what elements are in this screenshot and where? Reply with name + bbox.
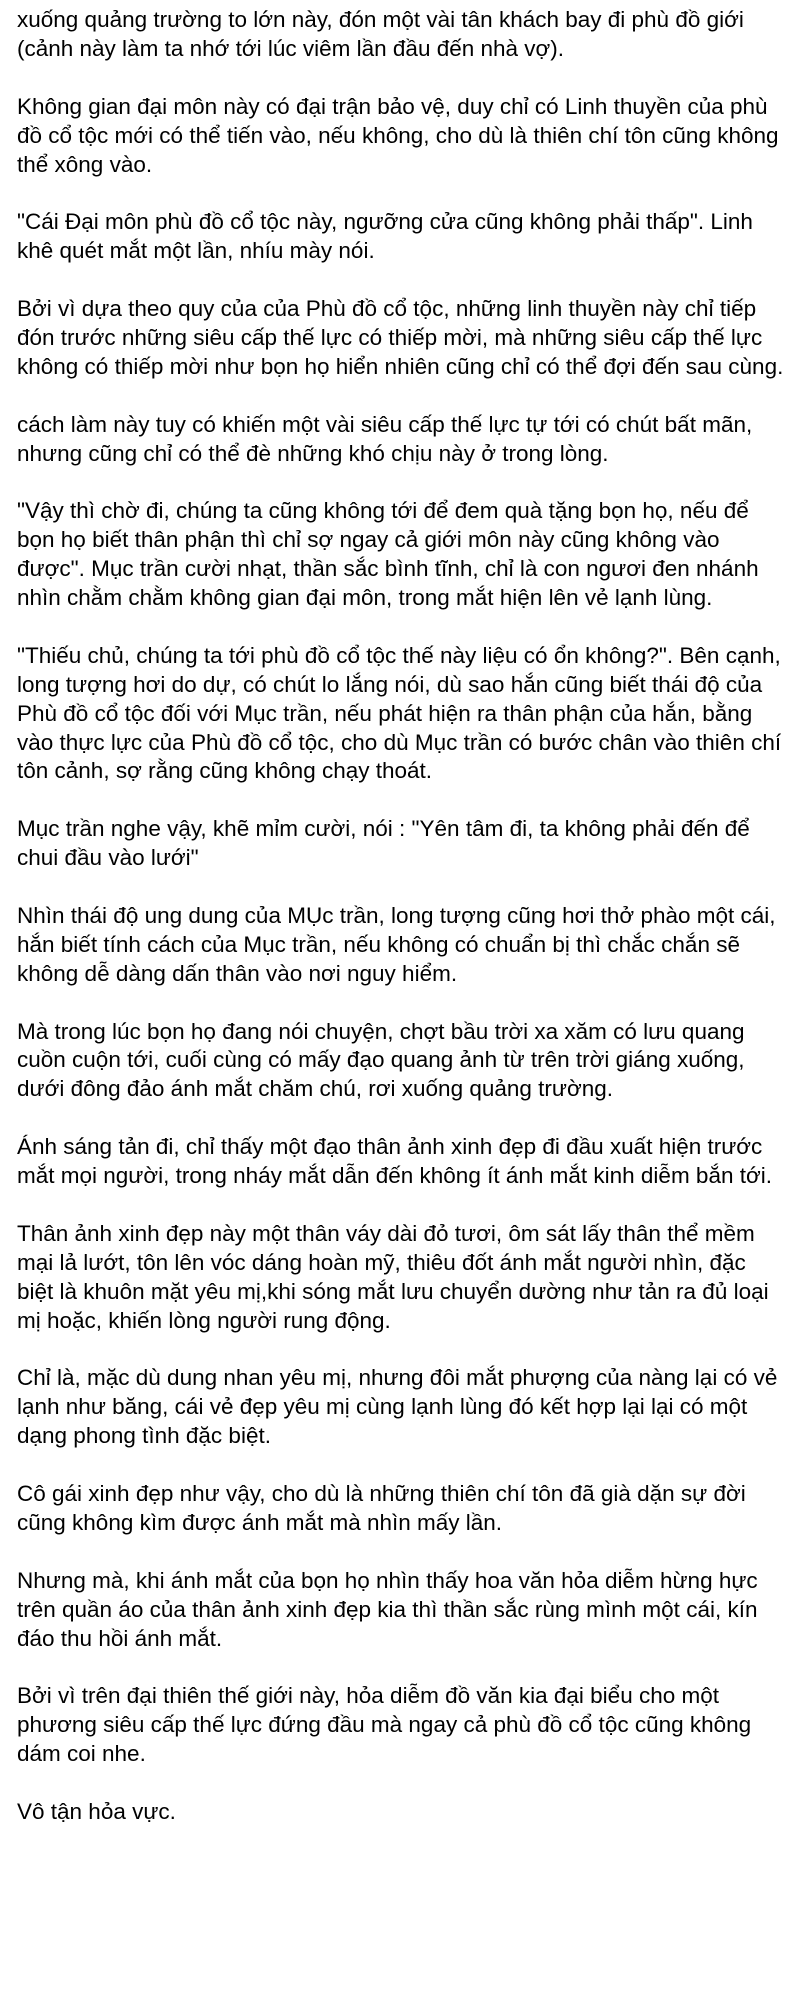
- paragraph-2: Không gian đại môn này có đại trận bảo vệ, duy chỉ có Linh thuyền của phù đồ cổ tộc mới có thể tiến vào, nếu không, cho dù là thiên chí tôn cũng không thể xông vào.: [17, 93, 779, 177]
- paragraph-9: Nhìn thái độ ung dung của MỤc trần, long tượng cũng hơi thở phào một cái, hắn biết tính cách của Mục trần, nếu không có chuẩn bị thì chắc chắn sẽ không dễ dàng dấn thân vào nơi nguy hiểm.: [17, 902, 776, 986]
- paragraph-4: Bởi vì dựa theo quy của của Phù đồ cổ tộc, những linh thuyền này chỉ tiếp đón trước những siêu cấp thế lực có thiếp mời, mà những siêu cấp thế lực không có thiếp mời như bọn họ hiển nhiên cũng chỉ có thể đợi đến sau cùng.: [17, 296, 784, 379]
- paragraph-13: Chỉ là, mặc dù dung nhan yêu mị, nhưng đôi mắt phượng của nàng lại có vẻ lạnh như băng, cái vẻ đẹp yêu mị cùng lạnh lùng đó kết hợp lại lại có một dạng phong tình đặc biệt.: [17, 1365, 778, 1449]
- paragraph-8: Mục trần nghe vậy, khẽ mỉm cười, nói : "Yên tâm đi, ta không phải đến để chui đầu vào lưới": [17, 816, 750, 871]
- paragraph-14: Cô gái xinh đẹp như vậy, cho dù là những thiên chí tôn đã già dặn sự đời cũng không kìm được ánh mắt mà nhìn mấy lần.: [17, 1481, 746, 1535]
- paragraph-15: Nhưng mà, khi ánh mắt của bọn họ nhìn thấy hoa văn hỏa diễm hừng hực trên quần áo của thân ảnh xinh đẹp kia thì thần sắc rùng mình một cái, kín đáo thu hồi ánh mắt.: [17, 1567, 758, 1651]
- paragraph-5: cách làm này tuy có khiến một vài siêu cấp thế lực tự tới có chút bất mãn, nhưng cũng chỉ có thể đè những khó chịu này ở trong lòng.: [17, 411, 753, 466]
- paragraph-7: "Thiếu chủ, chúng ta tới phù đồ cổ tộc thế này liệu có ổn không?". Bên cạnh, long tượng hơi do dự, có chút lo lắng nói, dù sao hắn cũng biết thái độ của Phù đồ cổ tộc đối với Mục trần, nếu phát hiện ra thân phận của hắn, bằng vào thực lực của Phù đồ cổ tộc, cho dù Mục trần có bước chân vào thiên chí tôn cảnh, sợ rằng cũng không chạy thoát.: [17, 642, 782, 784]
- paragraph-12: Thân ảnh xinh đẹp này một thân váy dài đỏ tươi, ôm sát lấy thân thể mềm mại lả lướt, tôn lên vóc dáng hoàn mỹ, thiêu đốt ánh mắt người nhìn, đặc biệt là khuôn mặt yêu mị,khi sóng mắt lưu chuyển dường như tản ra đủ loại mị hoặc, khiến lòng người rung động.: [17, 1220, 769, 1333]
- paragraph-11: Ánh sáng tản đi, chỉ thấy một đạo thân ảnh xinh đẹp đi đầu xuất hiện trước mắt mọi người, trong nháy mắt dẫn đến không ít ánh mắt kinh diễm bắn tới.: [17, 1134, 772, 1189]
- paragraph-1: xuống quảng trường to lớn này, đón một vài tân khách bay đi phù đồ giới (cảnh này làm ta nhớ tới lúc viêm lần đầu đến nhà vợ).: [17, 7, 744, 61]
- paragraph-6: "Vậy thì chờ đi, chúng ta cũng không tới để đem quà tặng bọn họ, nếu để bọn họ biết thân phận thì chỉ sợ ngay cả giới môn này cũng không vào được". Mục trần cười nhạt, thần sắc bình tĩnh, chỉ là con ngươi đen nhánh nhìn chằm chằm không gian đại môn, trong mắt hiện lên vẻ lạnh lùng.: [17, 498, 759, 611]
- paragraph-17: Vô tận hỏa vực.: [17, 1798, 176, 1824]
- paragraph-16: Bởi vì trên đại thiên thế giới này, hỏa diễm đồ văn kia đại biểu cho một phương siêu cấp thế lực đứng đầu mà ngay cả phù đồ cổ tộc cũng không dám coi nhe.: [17, 1683, 752, 1767]
- paragraph-3: "Cái Đại môn phù đồ cổ tộc này, ngưỡng cửa cũng không phải thấp". Linh khê quét mắt một lần, nhíu mày nói.: [17, 209, 753, 264]
- paragraph-10: Mà trong lúc bọn họ đang nói chuyện, chợt bầu trời xa xăm có lưu quang cuồn cuộn tới, cuối cùng có mấy đạo quang ảnh từ trên trời giáng xuống, dưới đông đảo ánh mắt chăm chú, rơi xuống quảng trường.: [17, 1018, 745, 1102]
